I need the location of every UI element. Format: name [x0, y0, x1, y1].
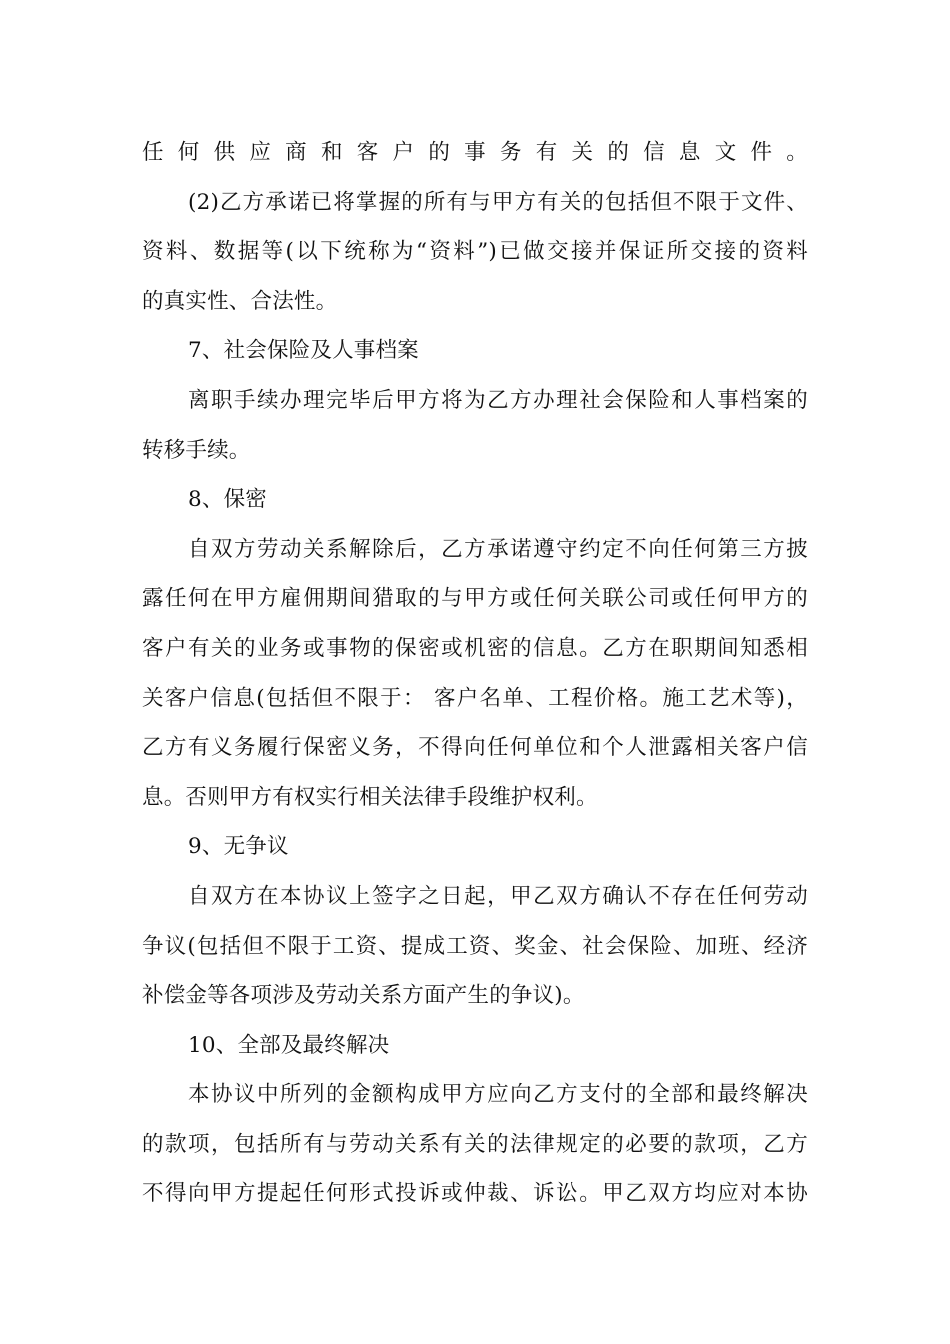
text-line: 乙方有义务履行保密义务，不得向任何单位和个人泄露相关客户信	[142, 735, 808, 761]
section-heading: 9、无争议	[188, 834, 289, 860]
section-heading: 10、全部及最终解决	[188, 1032, 390, 1058]
text-line: 任何供应商和客户的事务有关的信息文件。	[142, 140, 808, 165]
text-line: 自双方劳动关系解除后，乙方承诺遵守约定不向任何第三方披	[188, 536, 808, 562]
text-line: 补偿金等各项涉及劳动关系方面产生的争议)。	[142, 983, 585, 1009]
text-line: 的款项，包括所有与劳动关系有关的法律规定的必要的款项，乙方	[142, 1131, 808, 1157]
text-line: 关客户信息(包括但不限于： 客户名单、工程价格。施工艺术等)，	[142, 685, 808, 711]
text-line: 自双方在本协议上签字之日起，甲乙双方确认不存在任何劳动	[188, 883, 808, 909]
text-line: 资料、数据等(以下统称为“资料”)已做交接并保证所交接的资料	[142, 239, 808, 265]
text-line: 争议(包括但不限于工资、提成工资、奖金、社会保险、加班、经济	[142, 933, 808, 959]
text-line: 本协议中所列的金额构成甲方应向乙方支付的全部和最终解决	[188, 1082, 808, 1108]
text-line: 转移手续。	[142, 437, 251, 463]
text-line: 的真实性、合法性。	[142, 288, 338, 314]
text-line: (2)乙方承诺已将掌握的所有与甲方有关的包括但不限于文件、	[188, 189, 808, 215]
text-line: 息。否则甲方有权实行相关法律手段维护权利。	[142, 784, 598, 810]
section-heading: 7、社会保险及人事档案	[188, 338, 419, 364]
text-line: 离职手续办理完毕后甲方将为乙方办理社会保险和人事档案的	[188, 387, 808, 413]
text-line: 客户有关的业务或事物的保密或机密的信息。乙方在职期间知悉相	[142, 635, 808, 661]
text-line: 露任何在甲方雇佣期间猎取的与甲方或任何关联公司或任何甲方的	[142, 586, 808, 612]
text-line: 不得向甲方提起任何形式投诉或仲裁、诉讼。甲乙双方均应对本协	[142, 1181, 808, 1207]
section-heading: 8、保密	[188, 487, 267, 513]
document-body	[142, 128, 808, 1219]
